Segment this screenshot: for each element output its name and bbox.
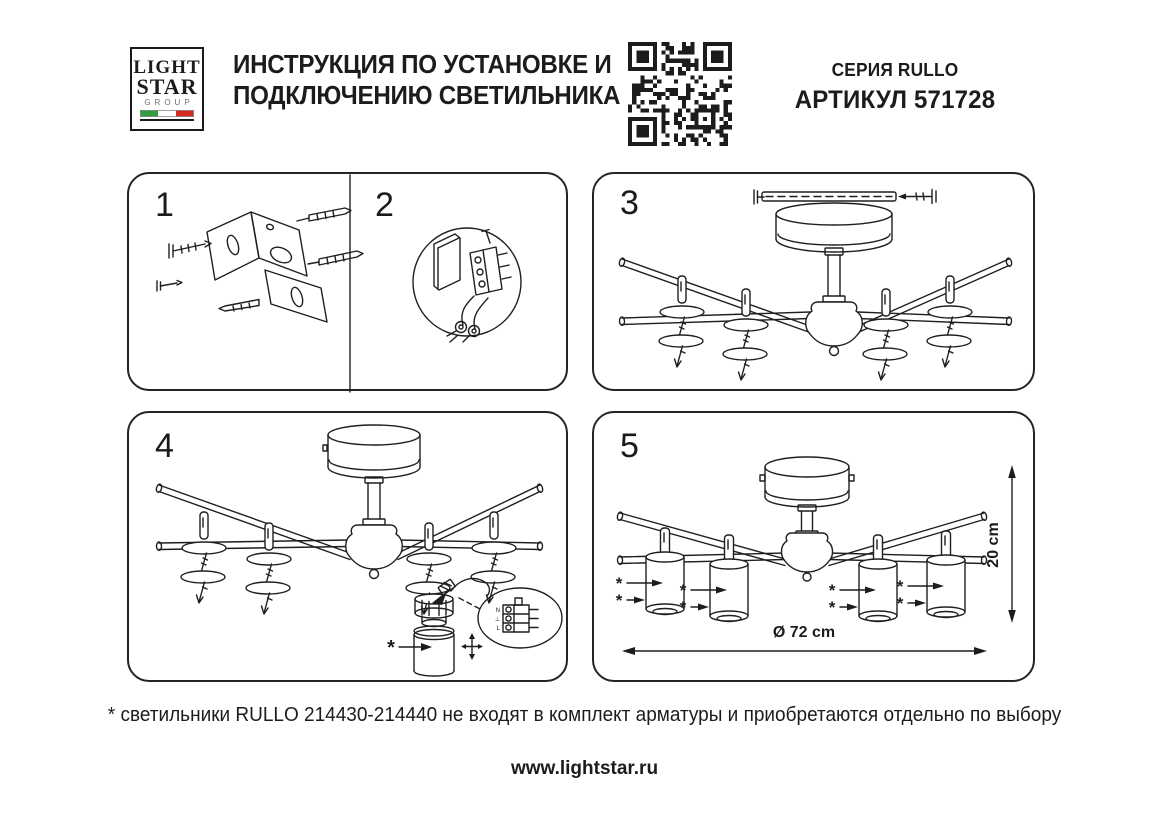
page-title — [233, 49, 620, 111]
terminal-label-l: L — [496, 626, 500, 632]
stem — [823, 248, 845, 302]
step-number-5: 5 — [620, 427, 639, 465]
step-4-drawing — [129, 413, 570, 684]
mounting-bracket-drawing — [157, 208, 363, 322]
dimension-width — [622, 624, 987, 655]
article-label: АРТИКУЛ 571728 — [794, 86, 996, 114]
lamp-shade — [616, 528, 684, 615]
qr-code-icon — [628, 42, 732, 146]
hub — [781, 533, 832, 581]
series-label: СЕРИЯ RULLO — [831, 60, 959, 80]
lamp-holder — [723, 289, 768, 380]
canopy — [760, 457, 854, 507]
diameter-label: Ø 72 cm — [772, 624, 836, 641]
terminal-label-earth: ⊥ — [494, 617, 500, 623]
stem — [363, 477, 385, 525]
step-5-drawing — [594, 413, 1037, 684]
step-number-1: 1 — [155, 186, 174, 224]
step-3-drawing — [594, 174, 1037, 393]
logo-word-group: GROUP — [144, 98, 194, 107]
small-screw-icon — [157, 281, 182, 292]
italian-flag-icon — [140, 110, 194, 117]
height-label: 20 cm — [985, 522, 1002, 568]
lamp-shade — [680, 535, 748, 622]
step-number-4: 4 — [155, 427, 174, 465]
terminal-block — [470, 230, 511, 296]
product-info — [765, 60, 1024, 115]
lamp-shade — [897, 531, 965, 618]
title-line-1: ИНСТРУКЦИЯ ПО УСТАНОВКЕ И — [233, 49, 612, 79]
dimension-height — [985, 465, 1016, 623]
step-number-3: 3 — [620, 184, 639, 222]
lamp-holder — [181, 512, 226, 603]
move-cross-icon — [461, 633, 483, 660]
logo-word-star: STAR — [136, 74, 198, 99]
ceiling-cup — [776, 203, 892, 252]
panel-step-5 — [592, 411, 1035, 682]
hub — [346, 525, 403, 579]
asterisk-pointer — [387, 637, 432, 659]
lightstar-logo — [130, 47, 204, 131]
logo-word-light: LIGHT — [133, 57, 201, 78]
junction-box — [434, 234, 460, 290]
step-number-2: 2 — [375, 186, 394, 224]
screw-icon — [169, 241, 211, 258]
footnote: * светильники RULLO 214430-214440 не входят в комплект арматуры и приобретаются отдельно по выбору — [107, 704, 1062, 726]
hub — [806, 302, 863, 356]
wires — [447, 296, 488, 342]
panel-step-3 — [592, 172, 1035, 391]
website-link[interactable]: www.lightstar.ru — [510, 758, 659, 779]
panel-step-4 — [127, 411, 568, 682]
canopy — [323, 425, 420, 478]
asterisk-label: * — [387, 637, 395, 659]
panel-steps-1-2 — [127, 172, 568, 391]
wall-plug-icon — [219, 300, 259, 312]
title-line-2: ПОДКЛЮЧЕНИЮ СВЕТИЛЬНИКА — [233, 80, 621, 110]
logo-underline — [140, 119, 194, 121]
detail-circle — [413, 228, 521, 336]
lamp-holder — [863, 289, 908, 380]
terminal-label-n: N — [495, 608, 500, 614]
stem — [796, 505, 818, 536]
lamp-socket-detail — [414, 594, 454, 676]
wall-plug-icon — [297, 208, 351, 221]
steps-1-2-drawing — [129, 174, 570, 393]
ceiling-mount-bar — [754, 190, 936, 205]
wall-plug-icon — [308, 251, 363, 265]
wiring-detail-drawing — [413, 228, 521, 342]
